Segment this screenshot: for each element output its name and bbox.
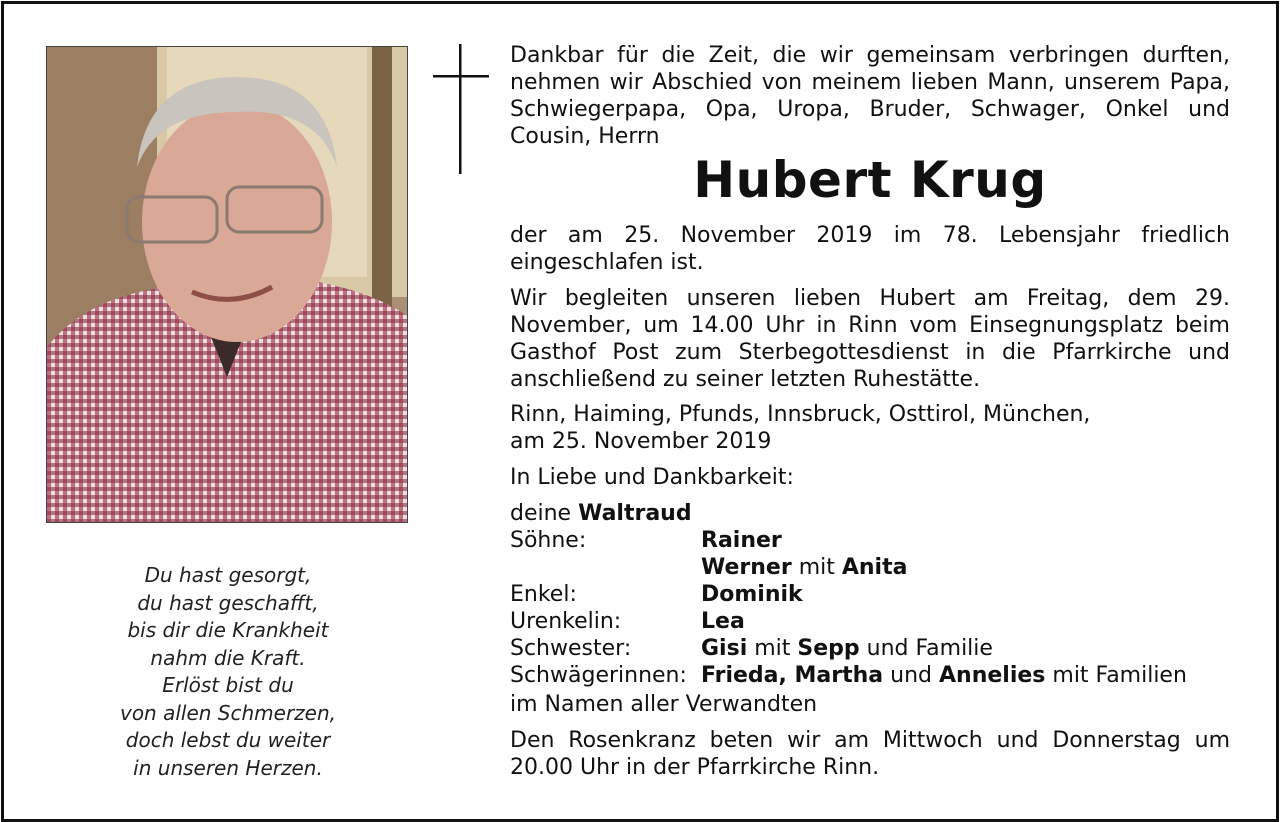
death-text: der am 25. November 2019 im 78. Lebensjahr friedlich eingeschlafen ist. xyxy=(510,223,1230,275)
wife-name: Waltraud xyxy=(578,501,692,526)
poem-line: bis dir die Krankheit xyxy=(127,618,329,642)
deine-word: deine xyxy=(510,501,572,526)
cross-icon xyxy=(433,44,489,174)
poem-line: Du hast gesorgt, xyxy=(144,563,312,587)
greatgranddaughter-label: Urenkelin: xyxy=(510,609,622,634)
sister-label: Schwester: xyxy=(510,636,632,661)
mit-familien: mit Familien xyxy=(1052,663,1187,688)
places: Rinn, Haiming, Pfunds, Innsbruck, Osttirol, München, xyxy=(510,402,1091,427)
und-word: und xyxy=(890,663,933,688)
mit-word: mit xyxy=(754,636,791,661)
poem-line: du hast geschafft, xyxy=(137,590,319,615)
intro-text: Dankbar für die Zeit, die wir gemeinsam verbringen durften, nehmen wir Abschied von meinem lieben Mann, unserem Papa, Schwiegerpapa, Opa, Uropa, Bruder, Schwager, Onkel und Cousin, Herrn xyxy=(510,43,1230,149)
sons-label: Söhne: xyxy=(510,528,587,553)
sister-name: Gisi xyxy=(701,636,748,661)
family-greatgranddaughter xyxy=(510,608,745,635)
mit-word: mit xyxy=(798,555,835,580)
poem-line: nahm die Kraft. xyxy=(150,645,306,670)
poem-line: Erlöst bist du xyxy=(162,673,294,697)
family-wife xyxy=(510,500,692,527)
portrait-photo xyxy=(46,46,408,523)
date-line: am 25. November 2019 xyxy=(510,429,772,454)
grandchild-name: Dominik xyxy=(701,582,803,607)
poem-line: in unseren Herzen. xyxy=(133,755,323,780)
grandchildren-label: Enkel: xyxy=(510,582,577,607)
deceased-name: Hubert Krug xyxy=(693,151,1047,209)
poem-line: doch lebst du weiter xyxy=(125,728,331,752)
family-sisters-in-law xyxy=(510,662,1187,689)
greatgranddaughter-name: Lea xyxy=(701,609,745,634)
sister-in-law-name: Annelies xyxy=(939,663,1046,688)
family-sister xyxy=(510,635,993,662)
partner-name: Sepp xyxy=(797,636,860,661)
family-sons-2 xyxy=(510,554,907,581)
partner-name: Anita xyxy=(841,555,908,580)
sisters-in-law-names: Frieda, Martha xyxy=(701,663,884,688)
family-sons xyxy=(510,527,782,554)
und-familie: und Familie xyxy=(866,636,993,661)
greeting: In Liebe und Dankbarkeit: xyxy=(510,465,794,490)
son-name: Werner xyxy=(701,555,792,580)
family-grandchildren xyxy=(510,581,803,608)
memorial-poem xyxy=(46,562,410,782)
rosary-text: Den Rosenkranz beten wir am Mittwoch und Donnerstag um 20.00 Uhr in der Pfarrkirche Rinn. xyxy=(510,728,1230,780)
relatives-line: im Namen aller Verwandten xyxy=(510,692,818,717)
funeral-text: Wir begleiten unseren lieben Hubert am Freitag, dem 29. November, um 14.00 Uhr in Rinn vom Einsegnungsplatz beim Gasthof Post zum Sterbegottesdienst in die Pfarrkirche und anschließend zu seiner letzten Ruhestätte. xyxy=(510,286,1230,392)
son-name: Rainer xyxy=(701,528,782,553)
poem-line: von allen Schmerzen, xyxy=(119,700,337,725)
sisters-in-law-label: Schwägerinnen: xyxy=(510,663,687,688)
